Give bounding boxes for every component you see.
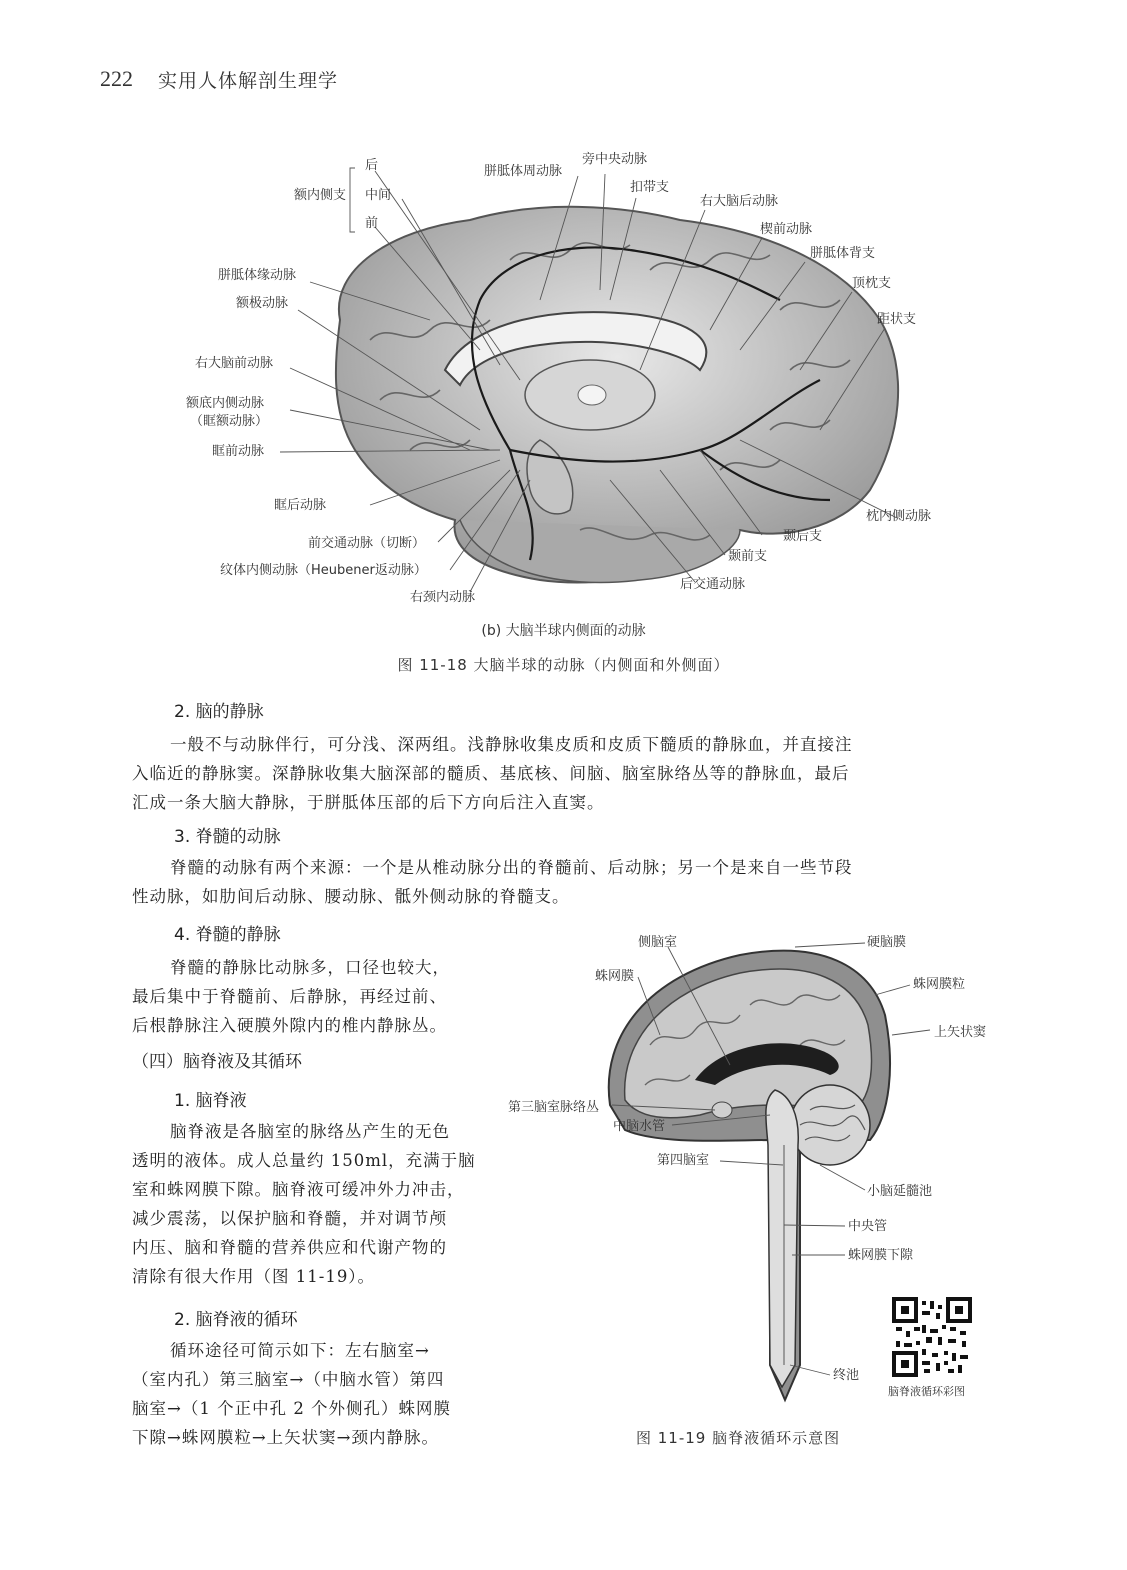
paragraph-brain-vein	[132, 730, 998, 817]
label-zhuwangmoxia: 蛛网膜下隙	[848, 1248, 914, 1263]
label-koudai: 扣带支	[630, 180, 670, 195]
label-xiaonao: 小脑延髓池	[867, 1184, 933, 1199]
text-line: 脑室→（1 个正中孔 2 个外侧孔）蛛网膜	[132, 1399, 452, 1418]
label-youjingnei: 右颈内动脉	[410, 590, 476, 605]
label-kuanghou: 眶后动脉	[274, 498, 327, 513]
label-pianzhi-bei: 胼胝体背支	[810, 246, 876, 261]
brain-medial-artery-figure	[180, 150, 980, 640]
text-line: （室内孔）第三脑室→（中脑水管）第四	[132, 1370, 445, 1389]
paragraph-spinal-vein	[132, 953, 504, 1040]
text-line: 脊髓的动脉有两个来源：一个是从椎动脉分出的脊髓前、后动脉；另一个是来自一些节段	[170, 858, 853, 877]
label-pianzhi-zhou: 胼胝体周动脉	[484, 164, 563, 179]
figure1-subcaption: (b) 大脑半球内侧面的动脉	[481, 623, 646, 639]
label-zhongyangguan: 中央管	[848, 1219, 888, 1234]
text-line: 内压、脑和脊髓的营养供应和代谢产物的	[132, 1238, 447, 1257]
label-qianjiaotong: 前交通动脉（切断）	[308, 536, 426, 551]
label-hou: 后	[365, 158, 379, 173]
text-line: 性动脉，如肋间后动脉、腰动脉、骶外侧动脉的脊髓支。	[132, 887, 570, 906]
page-number: 222	[100, 66, 133, 91]
heading-spinal-vein: 4. 脊髓的静脉	[174, 925, 281, 945]
text-line: 脑脊液是各脑室的脉络丛产生的无色	[170, 1122, 450, 1141]
text-line: 入临近的静脉窦。深静脉收集大脑深部的髓质、基底核、间脑、脑室脉络丛等的静脉血，最后	[132, 764, 850, 783]
text-line: 清除有很大作用（图 11-19）。	[132, 1267, 376, 1286]
label-edi-2: （眶额动脉）	[190, 414, 269, 429]
heading-spinal-artery: 3. 脊髓的动脉	[174, 827, 281, 847]
label-pangzhongyang: 旁中央动脉	[582, 152, 648, 167]
label-you-danaoqian: 右大脑前动脉	[195, 356, 274, 371]
label-cenaoshi: 侧脑室	[638, 935, 678, 950]
text-line: 循环途径可简示如下：左右脑室→	[170, 1341, 430, 1360]
label-kuangqian: 眶前动脉	[212, 444, 265, 459]
paragraph-csf	[132, 1117, 504, 1291]
label-edi-1: 额底内侧动脉	[186, 396, 265, 411]
paragraph-csf-circulation	[132, 1336, 504, 1452]
heading-brain-vein: 2. 脑的静脉	[174, 702, 264, 722]
label-eji: 额极动脉	[236, 296, 289, 311]
label-enei: 额内侧支	[294, 188, 347, 203]
label-zhuwangmoli: 蛛网膜粒	[913, 977, 966, 992]
label-zhongchi: 终池	[833, 1368, 860, 1383]
label-houjiaotong: 后交通动脉	[680, 577, 746, 592]
qr-caption: 脑脊液循环彩图	[888, 1385, 965, 1398]
label-disinaoshi: 第四脑室	[657, 1153, 710, 1168]
label-xieqian: 楔前动脉	[760, 222, 813, 237]
csf-circulation-figure	[500, 925, 1060, 1425]
heading-csf: 1. 脑脊液	[174, 1091, 247, 1111]
label-pianzhi-yuan: 胼胝体缘动脉	[218, 268, 297, 283]
text-line: 最后集中于脊髓前、后静脉，再经过前、	[132, 987, 447, 1006]
text-line: 一般不与动脉伴行，可分浅、深两组。浅静脉收集皮质和皮质下髓质的静脉血，并直接注	[170, 735, 853, 754]
text-line: 后根静脉注入硬膜外隙内的椎内静脉丛。	[132, 1016, 447, 1035]
label-shangshi: 上矢状窦	[934, 1025, 987, 1040]
text-line: 透明的液体。成人总量约 150ml，充满于脑	[132, 1151, 476, 1170]
heading-csf-circulation: 2. 脑脊液的循环	[174, 1310, 298, 1330]
label-qian: 前	[365, 216, 379, 231]
qr-code[interactable]	[892, 1297, 972, 1377]
label-zhennei: 枕内侧动脉	[866, 509, 932, 524]
label-yingnaomo: 硬脑膜	[867, 935, 907, 950]
label-you-danaohou: 右大脑后动脉	[700, 194, 779, 209]
heading-csf-section: （四）脑脊液及其循环	[132, 1052, 302, 1072]
paragraph-spinal-artery	[132, 853, 998, 911]
figure1-caption: 图 11-18 大脑半球的动脉（内侧面和外侧面）	[397, 656, 730, 674]
label-dingzhen: 顶枕支	[852, 276, 892, 291]
figure2-caption: 图 11-19 脑脊液循环示意图	[636, 1429, 841, 1447]
label-juzhuang: 距状支	[877, 312, 917, 327]
label-wenti: 纹体内侧动脉（Heubener返动脉）	[220, 563, 427, 578]
label-zhuwangmo: 蛛网膜	[595, 969, 635, 984]
label-zhongnaoshuiguan: 中脑水管	[613, 1119, 666, 1134]
label-nieqian: 颞前支	[728, 549, 768, 564]
text-line: 汇成一条大脑大静脉，于胼胝体压部的后下方向后注入直窦。	[132, 793, 605, 812]
label-niehou: 颞后支	[783, 529, 823, 544]
text-line: 减少震荡，以保护脑和脊髓，并对调节颅	[132, 1209, 447, 1228]
label-zhongjian: 中间	[365, 188, 392, 203]
text-line: 下隙→蛛网膜粒→上矢状窦→颈内静脉。	[132, 1428, 439, 1447]
label-disan-mailuo: 第三脑室脉络丛	[508, 1100, 600, 1115]
csf-illustration	[500, 925, 1060, 1425]
book-title: 实用人体解剖生理学	[158, 70, 339, 92]
text-line: 脊髓的静脉比动脉多，口径也较大，	[170, 958, 450, 977]
text-line: 室和蛛网膜下隙。脑脊液可缓冲外力冲击，	[132, 1180, 465, 1199]
